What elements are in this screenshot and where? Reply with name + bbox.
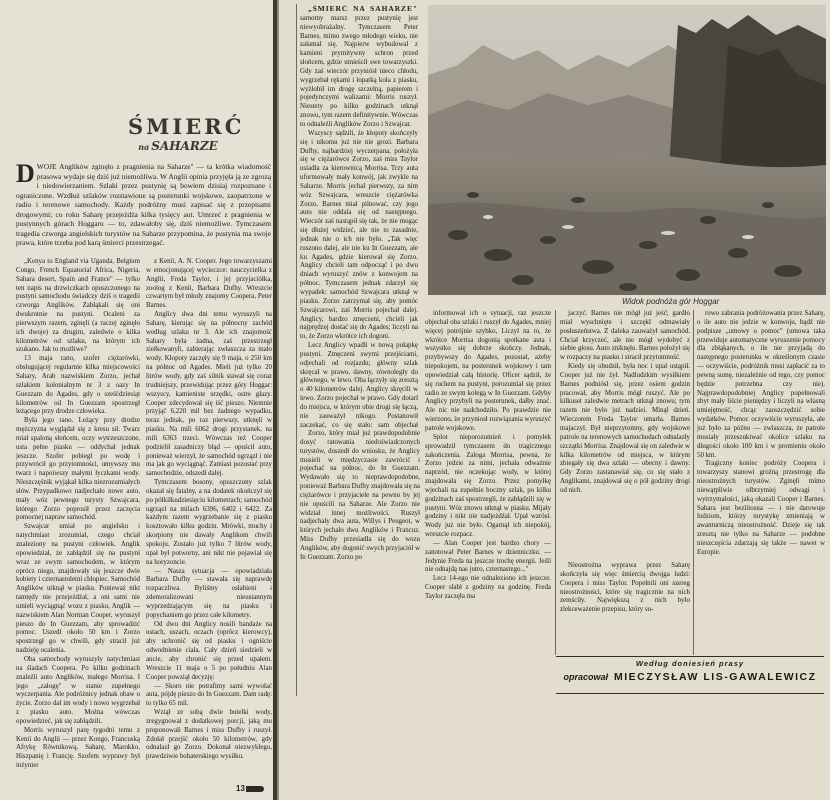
landscape-photo-image [428, 5, 826, 295]
paragraph-with-headline [300, 5, 418, 130]
page-number-ornament [246, 786, 264, 792]
paragraph: — Skoro nie potrafimy sami wywołać auta, pójdę pieszo do In Guezzam. Dam radę: to tylko 65 mil. [146, 682, 272, 708]
hoggar-photo [428, 5, 826, 295]
left-page [0, 0, 279, 800]
paragraph: Oba samochody wyruszyły natychmiast na śladach Coopera. Po kilku godzinach znaleźli auto Anglików, małego Morrisa. I jego „załogę" w stanie zupełnego wyczerpania. Ale podróżnicy jednak obaw o życie. Zorzo dał im wody i nowo wygrzebał z piasku auto. Można wówczas opowiedzieć, jak się zabłądzili. [16, 655, 140, 725]
column-6 [560, 310, 690, 560]
paragraph: Tymczasem bosony, opuszczony szlak okazał się fatalny, a na dodatek okończył się po półkilkudziesięciu kilometrach; samochód ugrzązł na milach 6396, 6402 i 6422. Za każdym razem wygrzebanie się z piasku kosztowało kilku godzin. Mrówki, muchy i skorpiony nie dawały Anglikom chwili spokoju. Zostało już tylko 7 litrów wody, upał był potworny, ani nikt nie pojawiał się na horyzoncie. [146, 479, 272, 566]
column-rule [693, 310, 694, 655]
paragraph: Morris wyruszył parę tygodni temu z Kenii do Anglii — przez Kongo, Francuską Afrykę Równikową, Saharę, Marokko, Hiszpanię i Francję. Szofem wyprawy był inżynier [16, 726, 140, 770]
column-rule [555, 310, 556, 655]
paragraph: Zorzo, który miał już prawdopodobnie dosyć ratowania niedoświadczonych turystów, doszedł do wniosku, że Anglicy musieli w międzyczasie zawrócić i pojechać na północ, do In Guezzam. Wydawało się to nieprawdopodobne, ponieważ Barbara Dufhy znajdowała się na ciężarówce i przyjaciele na pewno by jej nie opuścili na Saharze. Ale Zorzo nie widział innej możliwości. Ruszył nadjechały dwa auta, Willys i Peugeot, w których jechało dwu Anglików i Francuz. Miss Dufhy przesiadła się do wozu Anglików, aby dogonić swych przyjaciół w In Guezzam. Zorzo po [300, 430, 420, 561]
paragraph: Była jego rano. Leżący przy drodze mężczyzna wyglądał się z kresu sił. Twarz miał spaloną słońcem, oczy wytrzeszczone, usta pełne piasku — oddychał jednak jeszcze. Szofer pobiegł po wodę i przywrócił go przytomności, umywszy mu twarz i napoiwszy małymi łyczkami wody. Nieszczęśnik wyjąkał kilka niezrozumiałych słów. Przypadkowo nadjechało nowe auto, mały wóz pewnego turysty Szwajcara, którego Zorzo poprosił przez zaczęcia pomocnej napraw samochód. [16, 417, 140, 522]
column-5 [425, 310, 551, 695]
paragraph: 13 maja rano, szofer ciężarówki, obsługującej regularnie kilka miejscowości Sahary, Arab nazwiskiem Zorzo, jechał szlakiem kolonialnym nr 3 z oazy In Guezzam do Agades, gdy o sześćdziesiąt kilometrów od In Guezzam spostrzegł leżącego przy drodze człowieka. [16, 355, 140, 416]
article-lead [16, 159, 271, 248]
column-3 [300, 5, 418, 430]
paragraph: Nieostrożna wyprawa przez Saharę skończyła się więc śmiercią dwojga ludzi: Coopera i miss Taylor. Popełnili oni szereg nieostrożności, które się tragicznie na nich zemściły. Największą z nich było zlekceważenie przepisu, który su- [560, 562, 690, 614]
column-6-continued [560, 562, 690, 652]
column-rule [296, 4, 297, 696]
article-title-block [128, 114, 245, 153]
paragraph: Wziął ze sobą dwie butelki wody, zregygnował z dodatkowej porcji, jaką mu proponowali Barnes i miss Dufhy i ruszył. Zdołał przejść około 50 kilometrów, gdy odnalazł go Zorzo. Dokonał niezwykłego, prawdziwie bohaterskiego wysiłku. [146, 709, 272, 761]
dropcap: D [16, 159, 35, 188]
paragraph: Od dwu dni Anglicy nosili bandaże na ustach, uszach, oczach (oprócz kierowcy), aby uchronić się od piasku i ogniście odwodnienie ciała. Cały dzień siedzieli w aucie, aby chronić się przed upałem. Wreszcie 11 maja o 5 po południu Alan Cooper powziął decyzję: [146, 620, 272, 681]
paragraph: Tragiczny koniec podróży Coopera i towarzyszy stanowi groźną przestrogę dla nieostrożnych turystów. Zginęli mimo niewątpliwie olbrzymiej odwagi i wytrzymałości, jaką okazali Cooper i Barnes. Sahara jest bezlitosna — i nie darowuje ludziom, którzy turystykę zmieniają w awanturniczą nieostrożność. Dzieje się tak zresztą nie tylko na Saharze — podobne nieszczęścia zdarzają się także — nawet w Europie. [697, 460, 825, 556]
column-4 [300, 430, 420, 695]
column-1 [16, 258, 140, 786]
paragraph: Kiedy się obudził, była noc i upał ustąpił. Cooper już nie żył. Nadludzkim wysiłkiem Barnes podniósł się, przez osiem godzin pracował, aby Morris mógł ruszyć. Ale po kilkuset zaledwie metrach utknął znowu; tym razem nie było już nadziei. Minął dzień. Wieczorem Freda Taylor umarła. Barnes majaczył. Był nieprzytomny, gdy wojskowe patrole na terenowych samochodach odnalazły szczątki Morrisa. Znajdował się on zaledwie w kilka kilometrów od miejsca, w którym zbiegały się dwa szlaki — obecny i dawny. Gdy Zorzo zastanawiał się, co się stało z Anglikami, znajdował się o pół godziny drogi od nich. [560, 363, 690, 494]
paragraph: Szwajcar umiał po angielsku i natychmiast zrozumiał, czego chciał znaleziony na pustyni człowiek. Anglik opowiedział, że zabłądził się na pustyni wraz ze swym samochodem, w którym oprócz niego, znajdowały się jeszcze dwie kobiety i czternastoletni chłopiec. Samochód Anglików utknął w piasku. Ponieważ nikt tamtędy nie przejeżdżał, a oni sami nie umieli wyciągnąć wozu z piasku, Anglik — nazwiskiem Alan Norman Cooper, wyruszył pieszo do In Guezzam, aby sprowadzić pomoc. Uszedł około 50 km i Zorzo spostrzegł go w chwili, gdy stracił już nadzieję ocalenia. [16, 523, 140, 655]
credit-author-line [556, 671, 824, 683]
paragraph: z Kenii, A. N. Cooper. Jego towarzyszami w emocjonującej wycieczce: nauczycielka z Anglii, Freda Taylor, i jej przyjaciółka, zoolog z Kenii, Barbara Dufhy. Wreszcie czwartym był młody znajomy Coopera, Peter Barnes. [146, 258, 272, 310]
paragraph-text: samotny marsz przez pustynię jest niewyobrażalny. Tymczasem Peter Barnes, mimo zwego młodego wieku, nie załamał się. Najpierw wybudował z kamieni prymitywny schron przed słońcem, gdzie umieścił swe towarzyszki. Gdy zaś wieczór przyniósł nieco chłodu, wygrzebał rękami i łopatką koła z piasku, wyżłobił im drogę szczelną, papierem i pojedynczymi walizami: Morris ruszył. Niestety po kilku godzinach utknął znowu, tym razem definitywnie. Wówczas to odnaleźli Anglików Zorzo i Szwajcar. [300, 14, 418, 128]
paragraph: Splot nieporozumień i pomyłek sprowadził tymczasem do tragicznego zakończenia. Załoga Morrisa, pewna, że Zorzo jedzie za nimi, jechała odważnie naprzód, nie oczekując wody, w której znajdowała się Zorzo. Przez pomyłkę wjechali na zupełnie boczny szlak, po kilku godzinach zaś spostrzegli, że zabłądzili się w pustyni. Wóz znowu utknął w piasku. Mijały godziny i nikt nie nadjeżdżał. Upał wzrósł. Wody już nie było. Ogarnął ich niepokój, wreszcie rozpacz. [425, 433, 551, 539]
article-subtitle-line [128, 139, 228, 153]
article-subtitle: SAHARZE [151, 139, 218, 153]
paragraph: Lecz 14-ego nie odnaleziono ich jeszcze. Cooper słabł z godziny na godzinę. Freda Taylor zaczęła ma [425, 575, 551, 600]
credit-source: Według doniesień prasy [635, 659, 745, 668]
page-fold [273, 0, 277, 800]
paragraph: jaczyć. Barnes nie mógł już jeść; gardło miał wyschnięte i szczękł odmawiały posłuszeństwa. Z daleka zauważył samochód. Chciał krzyczeć, ale nie mógł wydobyć z siebie głosu. Auto zniknęło. Barnes położył się w rozpaczy na piasku i stracił przytomność. [560, 310, 690, 362]
paragraph: — Nasza sytuacja — opowiadziała Barbara Dufhy — stawała się naprawdę rozpaczliwa. Byliśmy osłabieni i zdemoralizowani nieustannym wyprzedzającym się na piasku i popychaniem go przez całe kilometry. [146, 567, 272, 619]
paragraph: Lecz Anglicy wpadli w nową pułapkę pustyni. Zmęczeni swymi przejściami, odjechali od rozjazdu; główny szlak skręcał w prawo, dawny, równoległy do głównego, w lewo. Oba łączyły się zresztą o 40 kilometrów dalej. Anglicy skręcili w lewo. Zorzo pojechał w prawo. Gdy dotarł do miejsca, w którym obie drogi się łączą, nie zauważył nikogo. Postanowił zaczekać, co się stało: sam objechał [300, 342, 418, 429]
lead-text: WOJE Anglików zginęło z pragnienia na Saharze" — ta krótka wiadomość prasowa wydaje się dziś już niemożliwa. W Anglii opinia przyjęła ją ze zgrozą i niedowierzaniem. Szlaki przez pustynię są bowiem dzisiaj rozpoznane i ograniczone. Wzdłuż szlaków rozstawione są posterunki wojskowe, zaopatrzone w radio i terenowe samochody. Każdy podróżny musi zapisać się z przepisami drogowymi; co roku Saharę przejeżdża kilka tysięcy aut. Umrzeć z pragnienia w pustynnych górach Hoggaru — to, zdawałoby się, dziś niemożliwe. Tymczasem tragedia czworga angielskich turystów na Saharze przypomina, że pustynia ma swoje prawa, które trzeba pod karą śmierci przestrzegać. [16, 162, 271, 247]
column-7 [697, 310, 825, 650]
column-2 [146, 258, 272, 786]
running-headline: „ŚMIERĆ NA SAHARZE" [308, 5, 418, 13]
credit-author-name: MIECZYSŁAW LIS-GAWALEWICZ [613, 671, 817, 683]
paragraph: informował ich o sytuacji, raz jeszcze objechał oba szlaki i ruszył do Agades, mniej więcej potrójnie szybko, Liczył na to, że wkrótce Morrisa dogonią spotkane auta i wszystko się dobrze skończy. Jednak, przybywszy do Agades, pozostał, ażeby niepokojem, na posterunek wojskowy i tam opowiedział całą historię. Oficer sądził, że się ruchem na pustyni, porozumiał się przez radio ze swym kolegą w In Guezzam. Gdyby Anglicy przybyli na posterunek, dałby znać. Ale nic nie nadchodziło. Po prawdzie nie wierzono, że przyniosł rozwiązania wyruszyć patrole wojskowe. [425, 310, 551, 432]
paragraph: rowo zabrania podróżowania przez Saharę, o ile auto nie jedzie w konwoju, bądź nie podpisze „umowy o pomoc" (umowa taka przewiduje automatyczne wyruszenie pomocy dla zbłąkanych, o ile nie przyjadą do następnego posterunku w określonym czasie — oczywiście, podróżnik musi zapłacić za to pewną sumę, niezależnie od tego, czy pomoc będzie potrzebna czy nie). Najprawdopodobniej Anglicy popełnowali zbyt mały liście pieniędzy i liczyli na własną umiejętność, chcąc zaoszczędzić sobie wydatków. Pomoc oczywiście wyruszyła, ale już było za późno — zwłaszcza, że patrole musiały przeszukiwać okolice szlaku na długości około 100 km i w promieniu około 50 km. [697, 310, 825, 459]
author-credit [556, 656, 824, 694]
article-subtitle-prefix: na [138, 141, 150, 152]
paragraph: „Kenya to England via Uganda, Belgium Congo, French Equatorial Africa, Nigeria, Sahara desert, Spain and France" — tylko ten napis na drzwiczkach opuszczonego na pustyni samochodu świadczy dziś o tragedii czworga Anglików. Zabłąkali się oni dwukrotnie na pustyni. Ocaleni za pierwszym razem, zginęli (a raczej zginęło ich dwoje) za drugim, zaledwie o kilka kilometrów od szlaku, na którym ich szukano. Jak to możliwe? [16, 258, 140, 354]
paragraph: — Alan Cooper jest bardzo chory — zanotował Peter Barnes w dzienniczku. — Jedynie Freda na jeszcze trochę energii. Jeśli nie odnajdą nas jutro, czternastego..." [425, 539, 551, 574]
photo-caption: Widok podnóża gór Hoggar [622, 297, 720, 306]
article-title: ŚMIERĆ [128, 114, 245, 139]
paragraph: Wszyscy sądzili, że kłopoty skończyły się i nikomu już nie nie grozi. Barbara Dufhy, najbardziej wyczerpana, położyła się w ciężarówce Zorzo, zaś miss Taylor usiadła za kierownicą Morrisa. Trzy auta uformowały mały konwój, jak zwykle na Saharze. Morris jechał pierwszy, za nim wóz Szwajcara, wreszcie ciężarówka Zorzo. Barnes miał pilnować, czy jego auto nie oddala się od następnego. Wieczór zaś nastąpił się tak, że nie mogąc się dłużej widzieć, ale nie to zasadnie, jednak nie o ich nie było. „Tak więc ruszono dalej, ale nie ku In Guezzam, ale ku Agades, gdzie kierował się Zorzo. Anglicy chcieli tam odpocząć i po dwu dniach wyruszyć znów z konwojem na północ. Tymczasem jednak zdarzył się wypadek: samochód Szwajcara utknął w piasku. Zorzo zatrzymał się, aby pomóc Szwajcarowi, zaś Morris pojechał dalej. Anglicy, bardzo zmęczeni, chcieli jak najprędzej dostać się do Agades; liczyli na to, że Zorzo wkrótce ich dogoni. [300, 129, 418, 341]
page-number: 13 [236, 784, 245, 793]
paragraph: Anglicy dwa dni temu wyruszyli na Saharę, kierując się na północny zachód według szlaku nr 3. Ale ich znajomość Sahary była żadna, zaś przestrzegł ziełkowanyli, zabierając zwłaszcza za mało wody. Kłopoty zaczęły się 9 maja, o 250 km na północ od Agades. Mieli już tylko 20 litrów wody, gdy zaś silnik stawał się coraz trudniejszy, przewidując przez góry Hoggar: wszyscy, kamieniste urzędki, ostre głazy. Cooper zdecydował się iść pieszo. Niemnie przyjąć 6,220 mil bez żadnego wypadku, teraz jednak, po raz pierwszy, utknęli w piasku. Na mili 6062 drogi przystanek, na mili 6363 trzeci. Wówczas też Cooper podzielił zasadniczy błąd — opuścił auto, ponieważ wierzył, że samochód ugrzązł i nie ma jak go wyciągnąć. Zamiast pozostać przy samochodzie, odszedł dalej. [146, 311, 272, 478]
credit-label: opracował [563, 672, 608, 682]
